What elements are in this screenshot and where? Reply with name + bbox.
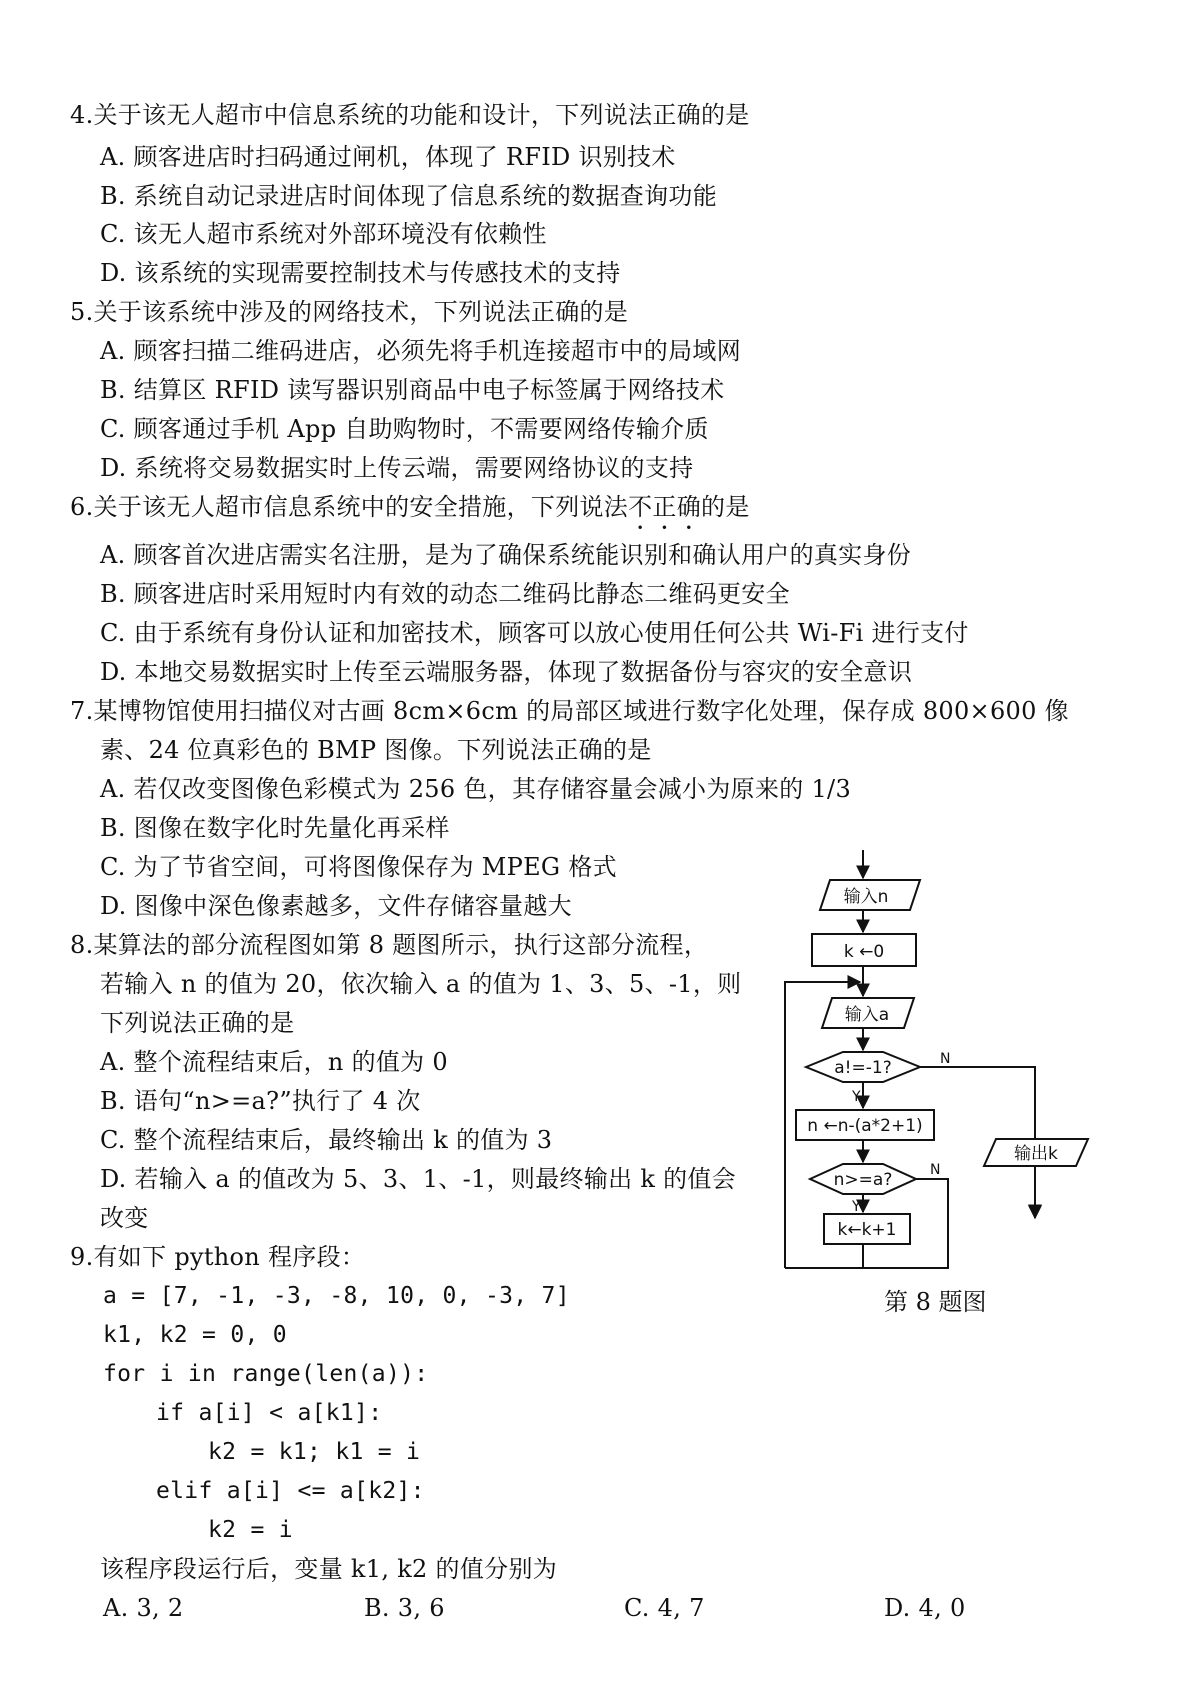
q7-stem-line1: 7.某博物馆使用扫描仪对古画 8cm×6cm 的局部区域进行数字化处理，保存成 800×600 像 [70, 697, 1069, 725]
q8-flowchart [770, 850, 1110, 1282]
q5-option-d: D. 系统将交易数据实时上传云端，需要网络协议的支持 [100, 454, 694, 482]
fc-update-n-text: n ←n-(a*2+1) [807, 1116, 923, 1136]
q8-stem-line2: 若输入 n 的值为 20，依次输入 a 的值为 1、3、5、-1，则 [100, 970, 742, 998]
q8-option-d-continued: 改变 [100, 1204, 149, 1232]
q9-stem: 9.有如下 python 程序段： [70, 1243, 366, 1271]
q8-option-c: C. 整个流程结束后，最终输出 k 的值为 3 [100, 1126, 553, 1154]
q7-option-d: D. 图像中深色像素越多，文件存储容量越大 [100, 892, 572, 920]
q9-code-line7: k2 = i [208, 1517, 293, 1543]
q7-option-a: A. 若仅改变图像色彩模式为 256 色，其存储容量会减小为原来的 1/3 [100, 775, 852, 803]
fc-cond1-no-label: N [940, 1051, 951, 1067]
q7-stem-line2: 素、24 位真彩色的 BMP 图像。下列说法正确的是 [100, 736, 652, 764]
q6-stem-pre: 6.关于该无人超市信息系统中的安全措施，下列说法 [70, 493, 629, 521]
q5-stem: 5.关于该系统中涉及的网络技术，下列说法正确的是 [70, 298, 629, 326]
q8-stem-line3: 下列说法正确的是 [100, 1009, 295, 1037]
q5-option-c: C. 顾客通过手机 App 自助购物时，不需要网络传输介质 [100, 415, 709, 443]
fc-init-k-text: k ←0 [843, 942, 885, 962]
q8-option-b: B. 语句“n>=a?”执行了 4 次 [100, 1087, 421, 1115]
q4-option-d: D. 该系统的实现需要控制技术与传感技术的支持 [100, 259, 621, 287]
q4-option-b: B. 系统自动记录进店时间体现了信息系统的数据查询功能 [100, 182, 717, 210]
q4-option-a: A. 顾客进店时扫码通过闸机，体现了 RFID 识别技术 [100, 143, 676, 171]
q5-option-a: A. 顾客扫描二维码进店，必须先将手机连接超市中的局域网 [100, 337, 741, 365]
q4-option-c: C. 该无人超市系统对外部环境没有依赖性 [100, 220, 547, 248]
q7-option-c: C. 为了节省空间，可将图像保存为 MPEG 格式 [100, 853, 617, 881]
q4-stem: 4.关于该无人超市中信息系统的功能和设计，下列说法正确的是 [70, 101, 750, 129]
q6-stem [70, 492, 750, 535]
q8-option-a: A. 整个流程结束后，n 的值为 0 [100, 1048, 448, 1076]
q9-code-line4: if a[i] < a[k1]: [156, 1400, 383, 1426]
q9-choice-d: D. 4, 0 [884, 1594, 966, 1622]
fc-input-a-text: 输入a [844, 1005, 890, 1025]
q9-code-line5: k2 = k1; k1 = i [208, 1439, 421, 1465]
fc-output-k-text: 输出k [1014, 1144, 1058, 1164]
q8-option-d: D. 若输入 a 的值改为 5、3、1、-1，则最终输出 k 的值会 [100, 1165, 737, 1193]
fc-cond2-yes-label: Y [852, 1199, 861, 1215]
fc-inc-k-text: k←k+1 [837, 1220, 897, 1240]
q6-option-c: C. 由于系统有身份认证和加密技术，顾客可以放心使用任何公共 Wi-Fi 进行支付 [100, 619, 969, 647]
q7-option-b: B. 图像在数字化时先量化再采样 [100, 814, 450, 842]
q9-choice-a: A. 3, 2 [103, 1594, 184, 1622]
q8-figure-caption: 第 8 题图 [884, 1288, 987, 1316]
q6-stem-post: 的是 [701, 493, 750, 521]
fc-input-n-text: 输入n [843, 887, 889, 907]
q9-question: 该程序段运行后，变量 k1, k2 的值分别为 [100, 1555, 558, 1583]
q6-stem-emphasis: 不正确 [628, 493, 702, 521]
q9-code-line1: a = [7, -1, -3, -8, 10, 0, -3, 7] [103, 1283, 570, 1309]
q9-choice-c: C. 4, 7 [624, 1594, 705, 1622]
fc-cond2-text: n>=a? [833, 1170, 893, 1190]
q6-option-a: A. 顾客首次进店需实名注册，是为了确保系统能识别和确认用户的真实身份 [100, 541, 912, 569]
q8-stem-line1: 8.某算法的部分流程图如第 8 题图所示，执行这部分流程， [70, 931, 709, 959]
q9-code-line6: elif a[i] <= a[k2]: [156, 1478, 425, 1504]
q6-option-b: B. 顾客进店时采用短时内有效的动态二维码比静态二维码更安全 [100, 580, 790, 608]
fc-cond2-no-label: N [930, 1162, 941, 1178]
fc-cond1-yes-label: Y [852, 1089, 861, 1105]
fc-cond1-text: a!=-1? [834, 1058, 892, 1078]
q5-option-b: B. 结算区 RFID 读写器识别商品中电子标签属于网络技术 [100, 376, 725, 404]
q9-choice-b: B. 3, 6 [364, 1594, 445, 1622]
q6-option-d: D. 本地交易数据实时上传至云端服务器，体现了数据备份与容灾的安全意识 [100, 658, 913, 686]
q9-code-line3: for i in range(len(a)): [103, 1361, 429, 1387]
q9-code-line2: k1, k2 = 0, 0 [103, 1322, 287, 1348]
